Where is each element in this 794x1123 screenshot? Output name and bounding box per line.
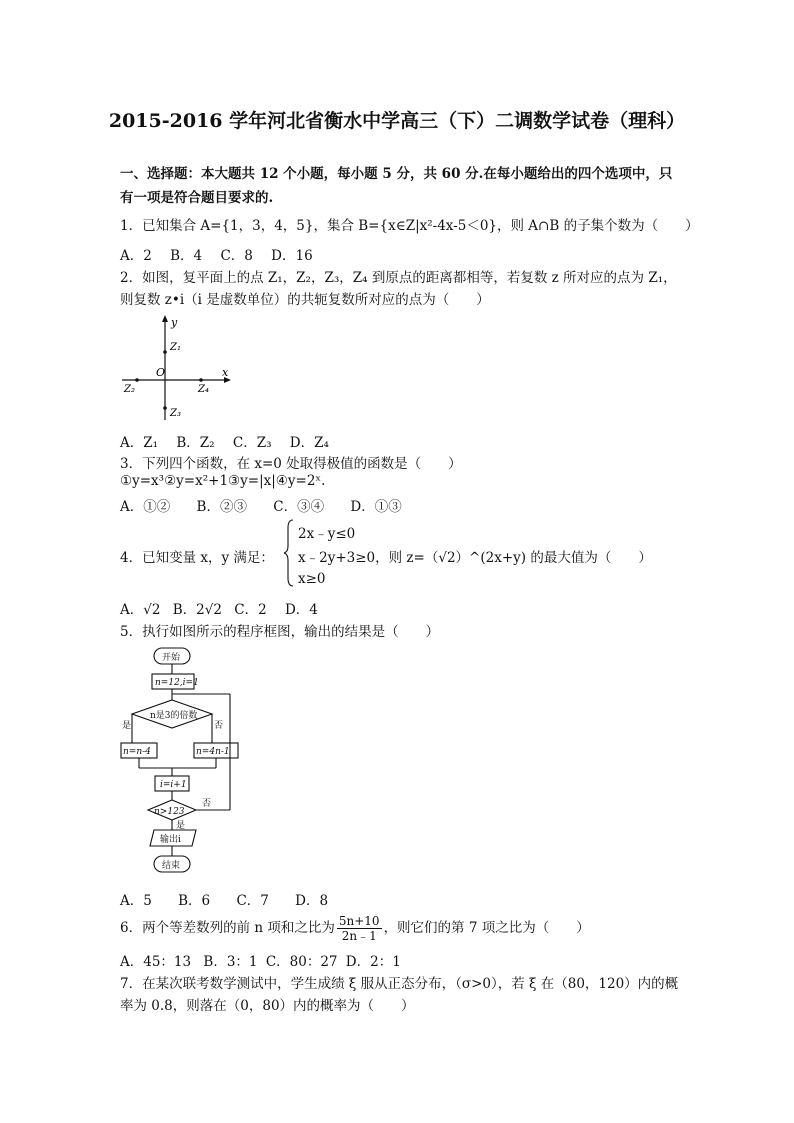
flow-condition: n是3的倍数: [150, 711, 198, 721]
page-title: 2015-2016 学年河北省衡水中学高三（下）二调数学试卷（理科）: [108, 110, 686, 132]
section-heading-line2: 有一项是符合题目要求的.: [120, 190, 274, 206]
q4-option-b: B．2√2: [172, 602, 222, 618]
question-4-prefix: 4．已知变量 x，y 满足：: [120, 550, 274, 566]
q6-option-b: B．3：1: [203, 954, 258, 970]
flow-yes-label: 是: [122, 721, 132, 731]
flow-init: n=12,i=1: [155, 678, 199, 688]
z3-label: Z₃: [170, 408, 181, 419]
q5-option-a: A．5: [120, 893, 152, 909]
flowchart-figure: [118, 642, 248, 884]
z2-label: Z₂: [124, 384, 135, 395]
question-2-line2: 则复数 z•i（i 是虚数单位）的共轭复数所对应的点为（ ）: [120, 292, 490, 308]
question-6-text: [120, 914, 590, 943]
complex-plane-figure: [118, 312, 238, 424]
q2-option-a: A．Z₁: [120, 435, 159, 451]
flow-end: 结束: [162, 861, 181, 871]
q6-suffix: ，则它们的第 7 项之比为（ ）: [383, 920, 590, 936]
flow-no-label: 否: [214, 721, 224, 731]
q5-option-b: B．6: [178, 893, 211, 909]
q1-option-d: D．16: [271, 248, 313, 264]
question-1-options: [120, 244, 327, 264]
q1-option-c: C．8: [220, 248, 253, 264]
flow-no2-label: 否: [202, 799, 212, 809]
q1-option-a: A．2: [120, 248, 152, 264]
z4-label: Z₄: [198, 384, 209, 395]
system-inequality-3: x≥0: [298, 571, 326, 587]
system-brace: [283, 518, 295, 588]
q2-option-d: D．Z₄: [289, 435, 329, 451]
q6-fraction: [337, 914, 382, 943]
q6-prefix: 6．两个等差数列的前 n 项和之比为: [120, 920, 335, 936]
flow-right-box: n=4n-1: [196, 747, 230, 757]
q6-numerator: 5n+10: [338, 914, 380, 928]
q5-option-c: C．7: [236, 893, 269, 909]
flow-increment: i=i+1: [160, 780, 187, 790]
flow-output: 输出i: [160, 835, 181, 845]
question-6-options: [120, 950, 415, 970]
q4-option-c: C．2: [234, 602, 267, 618]
system-inequality-1: 2x﹣y≤0: [298, 526, 356, 542]
question-4-options: [120, 598, 332, 618]
q6-option-c: C．80：27: [265, 954, 338, 970]
question-3-line2: ①y=x³②y=x²+1③y=|x|④y=2ˣ.: [120, 473, 326, 489]
question-5-text: 5．执行如图所示的程序框图，输出的结果是（ ）: [120, 624, 440, 640]
q2-option-c: C．Z₃: [232, 435, 272, 451]
q2-option-b: B．Z₂: [176, 435, 215, 451]
question-3-line1: 3．下列四个函数，在 x=0 处取得极值的函数是（ ）: [120, 456, 462, 472]
q3-option-d: D．①③: [350, 499, 402, 515]
question-1-text: 1．已知集合 A={1，3，4，5}，集合 B={x∈Z|x²-4x-5＜0}，则 A∩B 的子集个数为（ ）: [120, 218, 699, 234]
flow-yes2-label: 是: [176, 821, 186, 831]
q1-option-b: B．4: [170, 248, 203, 264]
q3-option-b: B．②③: [196, 499, 247, 515]
q3-option-c: C．③④: [273, 499, 325, 515]
q6-denominator: 2n﹣1: [341, 929, 377, 943]
flow-start: 开始: [162, 653, 181, 663]
section-heading-line1: 一、选择题：本大题共 12 个小题，每小题 5 分，共 60 分.在每小题给出的四个选项中，只: [120, 166, 673, 182]
y-axis-label: y: [171, 316, 178, 329]
question-5-options: [120, 889, 342, 909]
question-2-options: [120, 431, 343, 451]
q5-option-d: D．8: [295, 893, 329, 909]
flow-check: n>123: [154, 807, 185, 817]
question-3-options: [120, 495, 416, 515]
system-inequality-2: x﹣2y+3≥0，则 z=（√2）^(2x+y) 的最大值为（ ）: [298, 550, 652, 566]
q3-option-a: A．①②: [120, 499, 171, 515]
question-7-line1: 7．在某次联考数学测试中，学生成绩 ξ 服从正态分布，（σ>0），若 ξ 在（80，120）内的概: [120, 976, 679, 992]
x-axis-label: x: [222, 366, 229, 379]
q4-option-a: A．√2: [120, 602, 161, 618]
question-7-line2: 率为 0.8，则落在（0，80）内的概率为（ ）: [120, 998, 415, 1014]
q6-option-a: A．45：13: [120, 954, 192, 970]
q6-option-d: D．2：1: [345, 954, 401, 970]
q4-option-d: D．4: [284, 602, 318, 618]
origin-label: O: [156, 366, 166, 379]
z1-label: Z₁: [170, 342, 181, 353]
question-2-line1: 2．如图，复平面上的点 Z₁，Z₂，Z₃，Z₄ 到原点的距离都相等，若复数 z 所对应的点为 Z₁，: [120, 270, 677, 286]
flow-left-box: n=n-4: [123, 747, 151, 757]
